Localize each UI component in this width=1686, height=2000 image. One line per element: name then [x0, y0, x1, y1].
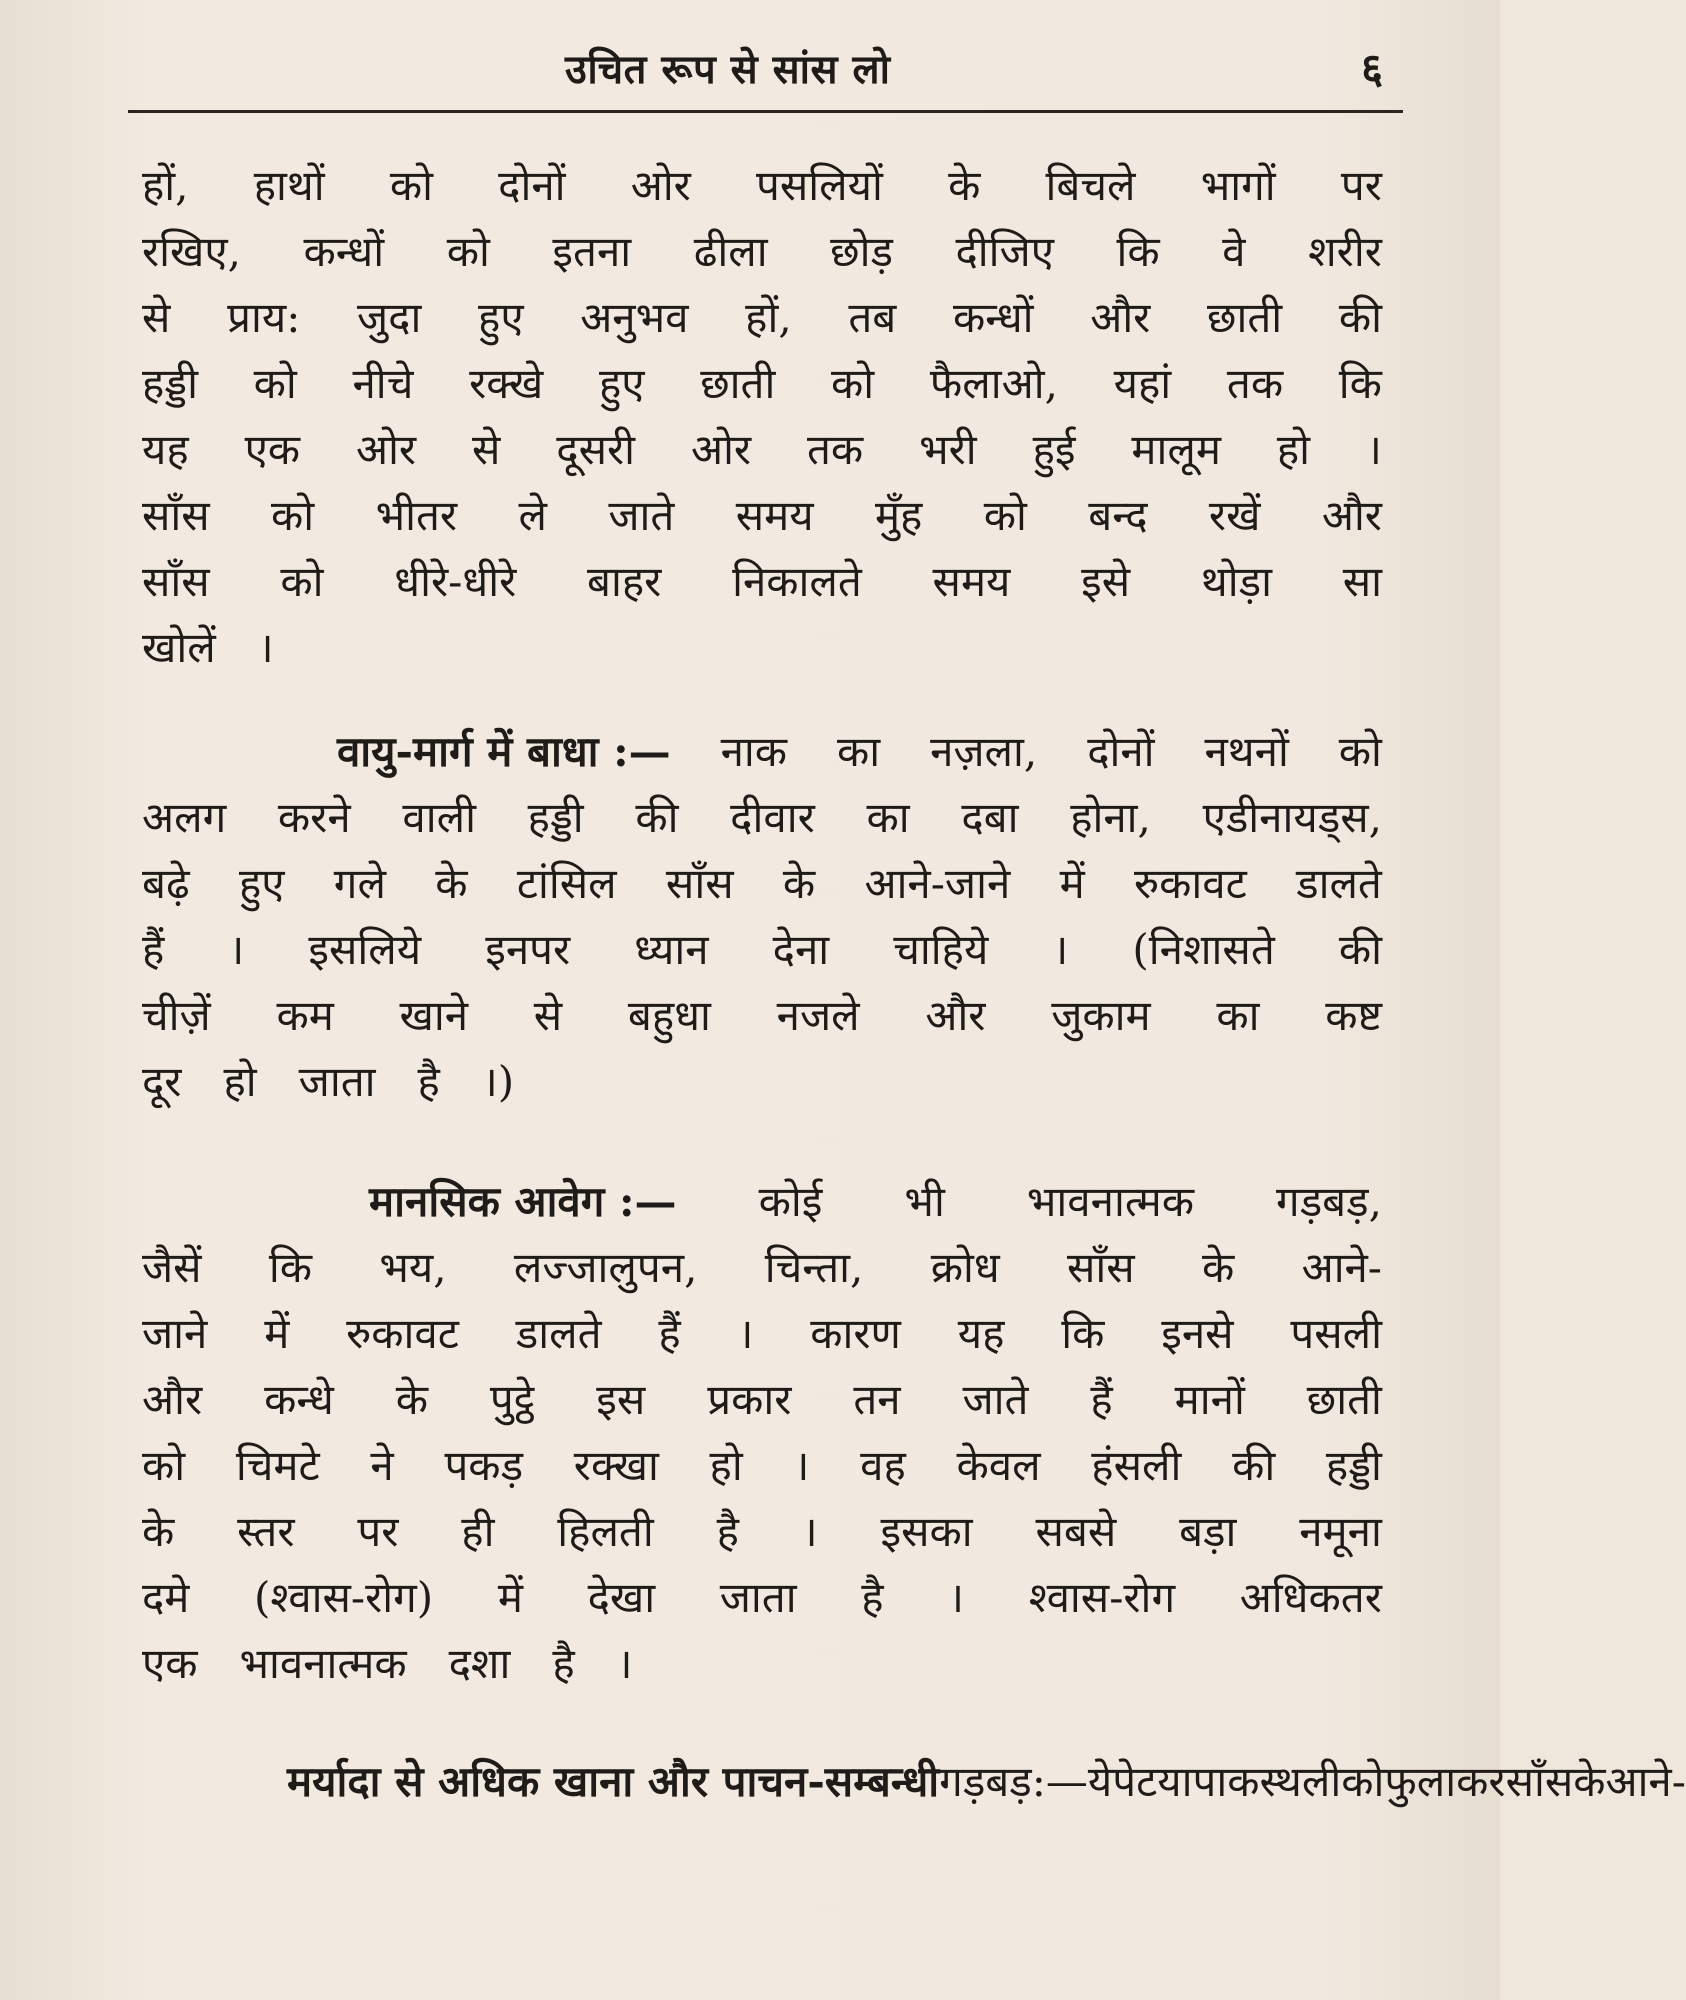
- body-word: दोनों: [1087, 727, 1155, 776]
- body-word: का: [836, 727, 881, 776]
- body-word: देखा: [587, 1573, 656, 1622]
- body-word: पेट: [1112, 1757, 1158, 1806]
- body-word: इसलिये: [308, 925, 422, 974]
- body-word: बड़ा: [1179, 1507, 1237, 1556]
- body-word: एडीनायड्स,: [1202, 793, 1382, 842]
- body-word: ।: [793, 1441, 810, 1490]
- body-word: ओर: [630, 161, 691, 210]
- body-word: रक्खे: [469, 359, 544, 408]
- body-word: कन्धों: [303, 227, 385, 276]
- body-word: नजले: [776, 991, 860, 1040]
- body-word: टांसिल: [516, 859, 617, 908]
- body-word: रखिए,: [142, 227, 241, 276]
- body-word: के: [395, 1375, 428, 1424]
- body-word: हैं: [658, 1309, 681, 1358]
- body-word: क्रोध: [930, 1243, 1000, 1292]
- body-word: को: [271, 491, 315, 540]
- body-word: इसका: [880, 1507, 973, 1556]
- body-word: :—ये: [1031, 1757, 1113, 1806]
- body-word: को: [446, 227, 490, 276]
- text-line: [142, 1310, 1382, 1376]
- body-word: ही: [461, 1507, 495, 1556]
- body-word: जाते: [962, 1375, 1029, 1424]
- body-word: से: [142, 293, 171, 342]
- body-word: कन्धे: [264, 1375, 334, 1424]
- body-word: हो: [223, 1057, 257, 1106]
- body-word: रुकावट: [346, 1309, 459, 1358]
- body-word: भी: [904, 1177, 945, 1226]
- body-word: कि: [1338, 359, 1382, 408]
- body-word: भरी: [919, 425, 977, 474]
- body-word: के: [142, 1507, 175, 1556]
- body-word: चाहिये: [893, 925, 989, 974]
- text-line: [142, 558, 1382, 624]
- body-word: हड्डी: [1325, 1441, 1382, 1490]
- body-word: दीवार: [730, 793, 815, 842]
- body-word: है: [552, 1639, 575, 1688]
- body-word: रुकावट: [1134, 859, 1247, 908]
- body-word: की: [1232, 1441, 1276, 1490]
- body-word: तक: [806, 425, 864, 474]
- page-number: ६: [1361, 44, 1383, 93]
- body-word: रखें: [1208, 491, 1261, 540]
- body-word: भागों: [1200, 161, 1276, 210]
- text-line: [142, 1178, 1382, 1244]
- body-word: खोलें: [142, 623, 216, 672]
- body-word: डालते: [515, 1309, 602, 1358]
- body-word: वह: [860, 1441, 906, 1490]
- body-word: नज़ला,: [930, 727, 1038, 776]
- body-word: वाली: [402, 793, 476, 842]
- body-word: ।: [1365, 425, 1382, 474]
- body-word: होना,: [1070, 793, 1151, 842]
- text-line: [142, 1244, 1382, 1310]
- body-word: में: [264, 1309, 290, 1358]
- body-word: को: [831, 359, 875, 408]
- text-line: [142, 294, 1382, 360]
- body-word: ढीला: [693, 227, 768, 276]
- text-line: [142, 926, 1382, 992]
- body-word: गले: [333, 859, 386, 908]
- body-word: दूसरी: [556, 425, 636, 474]
- body-word: हुए: [238, 859, 285, 908]
- paragraph: [142, 1178, 1382, 1706]
- body-word: मानों: [1174, 1375, 1245, 1424]
- body-word: भावनात्मक: [1026, 1177, 1194, 1226]
- body-word: चिमटे: [235, 1441, 320, 1490]
- body-word: पुट्ठे: [489, 1375, 535, 1424]
- body-word: आने-: [1605, 1757, 1686, 1806]
- body-word: भावनात्मक: [239, 1639, 407, 1688]
- running-header: [128, 28, 1403, 124]
- section-heading: मानसिक आवेग :—: [369, 1177, 677, 1226]
- text-line: [142, 1442, 1382, 1508]
- text-line: [142, 162, 1382, 228]
- body-word: हुए: [478, 293, 524, 342]
- body-word: हुई: [1032, 425, 1076, 474]
- body-word: के: [948, 161, 981, 210]
- body-word: चिन्ता,: [764, 1243, 864, 1292]
- body-word: जुकाम: [1051, 991, 1151, 1040]
- body-word: साँस: [1067, 1243, 1135, 1292]
- body-word: कारण: [810, 1309, 901, 1358]
- text-line: [142, 426, 1382, 492]
- body-word: दीजिए: [955, 227, 1054, 276]
- body-word: कि: [1061, 1309, 1105, 1358]
- body-word: साँस: [142, 491, 210, 540]
- body-word: समय: [735, 491, 814, 540]
- body-word: कि: [268, 1243, 313, 1292]
- body-word: कर: [1456, 1757, 1506, 1806]
- body-word: इतना: [552, 227, 632, 276]
- body-word: हाथों: [253, 161, 325, 210]
- body-word: धीरे-धीरे: [394, 557, 517, 606]
- body-word: शरीर: [1308, 227, 1382, 276]
- body-word: और: [925, 991, 986, 1040]
- text-line: [142, 992, 1382, 1058]
- paragraph: [142, 728, 1382, 1124]
- body-word: को: [1338, 727, 1382, 776]
- body-word: ने: [370, 1441, 394, 1490]
- text-line: [142, 860, 1382, 926]
- body-word: अधिकतर: [1239, 1573, 1382, 1622]
- section-heading: वायु-मार्ग में बाधा :—: [336, 727, 671, 776]
- body-word: हड्डी: [142, 359, 198, 408]
- paragraph: [142, 1757, 1686, 1824]
- body-word: यह: [957, 1309, 1005, 1358]
- text-line: [142, 794, 1382, 860]
- text-line: [142, 1757, 1686, 1824]
- body-word: और: [1090, 293, 1151, 342]
- body-word: मालूम: [1131, 425, 1221, 474]
- body-word: है: [861, 1573, 884, 1622]
- body-word: हो: [1276, 425, 1311, 474]
- body-word: निकालते: [732, 557, 862, 606]
- body-word: से: [533, 991, 563, 1040]
- text-line: [142, 1376, 1382, 1442]
- body-word: सा: [1342, 557, 1382, 606]
- body-word: में: [1059, 859, 1085, 908]
- body-word: हैं: [142, 925, 165, 974]
- body-word: (श्वास-रोग): [254, 1573, 434, 1622]
- body-word: इसे: [1081, 557, 1131, 606]
- body-word: बहुधा: [627, 991, 711, 1040]
- paragraph: [142, 162, 1382, 690]
- body-word: यह: [142, 425, 189, 474]
- body-word: के: [1573, 1757, 1606, 1806]
- body-word: तब: [848, 293, 897, 342]
- body-word: जाने: [142, 1309, 208, 1358]
- body-word: जाते: [608, 491, 675, 540]
- body-word: कष्ट: [1325, 991, 1382, 1040]
- body-word: दोनों: [498, 161, 566, 210]
- body-word: चीज़ें: [142, 991, 211, 1040]
- body-word: जुदा: [357, 293, 422, 342]
- body-word: हों,: [745, 293, 792, 342]
- body-word: बन्द: [1088, 491, 1148, 540]
- body-word: ।: [737, 1309, 754, 1358]
- text-line: [142, 1574, 1382, 1640]
- body-word: हड्डी: [527, 793, 584, 842]
- body-word: नथनों: [1204, 727, 1289, 776]
- body-word: थोड़ा: [1200, 557, 1272, 606]
- body-word: की: [635, 793, 679, 842]
- body-word: को: [1341, 1757, 1385, 1806]
- body-word: कोई: [758, 1177, 823, 1226]
- section-heading: मर्यादा से अधिक खाना और पाचन-सम्बन्धी: [287, 1757, 940, 1806]
- text-line: [142, 360, 1382, 426]
- body-word: ओर: [355, 425, 417, 474]
- body-word: हिलती: [557, 1507, 654, 1556]
- body-word: मुँह: [874, 491, 923, 540]
- body-word: सबसे: [1035, 1507, 1117, 1556]
- body-word: एक: [142, 1639, 198, 1688]
- body-word: देना: [772, 925, 830, 974]
- body-word: तक: [1226, 359, 1284, 408]
- body-word: ।: [228, 925, 245, 974]
- body-word: हुए: [598, 359, 645, 408]
- body-word: आने-जाने: [864, 859, 1011, 908]
- body-word: नीचे: [352, 359, 414, 408]
- body-word: है: [716, 1507, 739, 1556]
- body-word: की: [1338, 293, 1382, 342]
- body-word: का: [1216, 991, 1260, 1040]
- body-word: का: [866, 793, 910, 842]
- body-word: ।: [616, 1639, 633, 1688]
- body-word: को: [253, 359, 297, 408]
- body-word: छाती: [1306, 1375, 1382, 1424]
- body-word: साँस: [142, 557, 210, 606]
- body-word: छोड़: [830, 227, 893, 276]
- body-word: बाहर: [586, 557, 662, 606]
- body-word: डालते: [1296, 859, 1382, 908]
- body-word: साँस: [1505, 1757, 1574, 1806]
- body-word: प्राय:: [227, 293, 301, 342]
- body-word: पसली: [1290, 1309, 1382, 1358]
- body-word: ओर: [690, 425, 752, 474]
- body-word: यहां: [1113, 359, 1172, 408]
- body-word: अनुभव: [580, 293, 689, 342]
- body-word: ।): [481, 1057, 515, 1106]
- body-word: कि: [1116, 227, 1160, 276]
- body-word: प्रकार: [707, 1375, 792, 1424]
- text-line: [142, 728, 1382, 794]
- body-word: ले: [518, 491, 547, 540]
- body-word: दमे: [142, 1573, 190, 1622]
- body-word: तन: [853, 1375, 901, 1424]
- body-word: पाकस्थली: [1192, 1757, 1342, 1806]
- body-word: की: [1338, 925, 1382, 974]
- body-word: श्वास-रोग: [1028, 1573, 1176, 1622]
- body-word: लज्जालुपन,: [513, 1243, 698, 1292]
- text-line: [142, 624, 1382, 690]
- body-word: फुला: [1384, 1757, 1457, 1806]
- body-word: गड़बड़,: [1276, 1177, 1382, 1226]
- body-word: पर: [357, 1507, 399, 1556]
- body-word: ।: [1052, 925, 1069, 974]
- body-word: में: [497, 1573, 523, 1622]
- text-line: [142, 228, 1382, 294]
- body-word: पकड़: [444, 1441, 524, 1490]
- body-word: दबा: [961, 793, 1019, 842]
- body-word: ध्यान: [634, 925, 709, 974]
- body-word: ।: [948, 1573, 965, 1622]
- body-word: पर: [1340, 161, 1382, 210]
- body-word: जाता: [719, 1573, 797, 1622]
- body-word: भय,: [379, 1243, 447, 1292]
- text-line: [142, 1508, 1382, 1574]
- body-word: वे: [1222, 227, 1246, 276]
- body-word: को: [280, 557, 324, 606]
- body-word: और: [1321, 491, 1382, 540]
- body-word: केवल: [956, 1441, 1041, 1490]
- body-word: हो: [709, 1441, 743, 1490]
- body-word: जाता: [298, 1057, 376, 1106]
- body-word: को: [142, 1441, 186, 1490]
- body-word: हंसली: [1091, 1441, 1182, 1490]
- body-word: और: [142, 1375, 203, 1424]
- body-word: जैसें: [142, 1243, 202, 1292]
- body-word: छाती: [1207, 293, 1283, 342]
- body-word: फैलाओ,: [929, 359, 1058, 408]
- body-word: को: [389, 161, 433, 210]
- body-word: ।: [257, 623, 274, 672]
- page-title: उचित रूप से सांस लो: [565, 46, 891, 93]
- body-word: साँस: [665, 859, 734, 908]
- body-word: छाती: [700, 359, 776, 408]
- body-word: इस: [596, 1375, 646, 1424]
- body-word: के: [1201, 1243, 1235, 1292]
- body-word: दशा: [448, 1639, 511, 1688]
- body-word: बिचले: [1045, 161, 1136, 210]
- body-word: के: [782, 859, 816, 908]
- body-word: करने: [277, 793, 351, 842]
- body-word: पसलियों: [756, 161, 883, 210]
- body-word: इनसे: [1161, 1309, 1234, 1358]
- body-word: दूर: [142, 1057, 182, 1106]
- body-word: (निशासते: [1132, 925, 1275, 974]
- body-word: से: [471, 425, 501, 474]
- body-word: को: [983, 491, 1027, 540]
- body-word: समय: [932, 557, 1011, 606]
- body-word: हैं: [1090, 1375, 1113, 1424]
- body-word: बढ़े: [142, 859, 190, 908]
- text-line: [142, 492, 1382, 558]
- body-word: खाने: [399, 991, 469, 1040]
- body-word: हों,: [142, 161, 189, 210]
- body-word: नमूना: [1299, 1507, 1382, 1556]
- text-line: [142, 1640, 1382, 1706]
- body-word: स्तर: [237, 1507, 295, 1556]
- body-word: या: [1157, 1757, 1193, 1806]
- body-word: ।: [801, 1507, 818, 1556]
- body-word: एक: [244, 425, 301, 474]
- header-rule: [128, 110, 1403, 113]
- body-word: आने-: [1301, 1243, 1382, 1292]
- body-word: कन्धों: [952, 293, 1034, 342]
- body-word: कम: [276, 991, 334, 1040]
- body-word: गड़बड़: [939, 1757, 1032, 1806]
- text-line: [142, 1058, 1382, 1124]
- body-word: नाक: [720, 727, 788, 776]
- body-word: के: [435, 859, 468, 908]
- body-word: इनपर: [485, 925, 571, 974]
- body-word: भीतर: [375, 491, 458, 540]
- body-word: अलग: [142, 793, 227, 842]
- body-word: रक्खा: [573, 1441, 659, 1490]
- body-word: है: [417, 1057, 440, 1106]
